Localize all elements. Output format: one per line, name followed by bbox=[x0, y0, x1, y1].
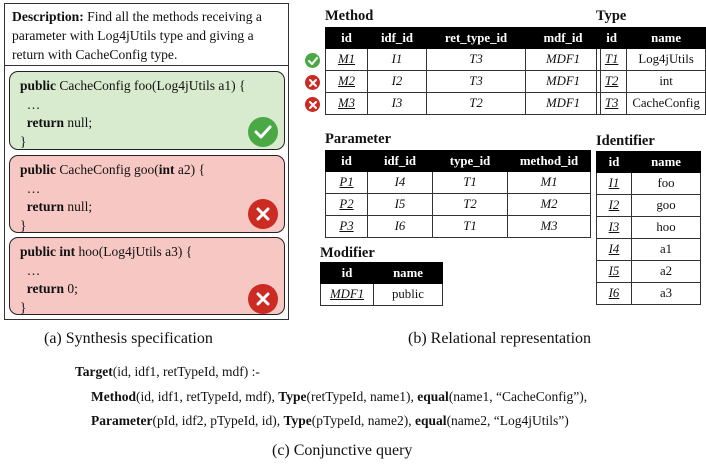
predicate-name: equal bbox=[417, 389, 449, 404]
cell: I6 bbox=[597, 283, 632, 305]
keyword: return bbox=[26, 281, 64, 296]
cell: M1 bbox=[508, 172, 591, 194]
predicate-name: Parameter bbox=[91, 413, 153, 428]
return-value: 0; bbox=[64, 281, 78, 296]
table-row bbox=[321, 284, 443, 306]
cell: public bbox=[374, 284, 443, 306]
check-icon bbox=[305, 53, 320, 68]
cell: I5 bbox=[597, 261, 632, 283]
table-row bbox=[326, 49, 601, 71]
predicate-name: Method bbox=[91, 389, 136, 404]
parameter-table bbox=[325, 150, 591, 238]
table-row bbox=[326, 93, 601, 115]
cell: M2 bbox=[326, 71, 368, 93]
cell: P3 bbox=[326, 216, 368, 238]
table-row bbox=[597, 71, 706, 93]
cell: MDF1 bbox=[321, 284, 374, 306]
code-snippet-foo bbox=[9, 71, 285, 150]
description-text: Find all the methods receiving a parameter with Log4jUtils type and giving a return with CacheConfig type. bbox=[12, 9, 262, 62]
cross-icon bbox=[305, 75, 320, 90]
predicate-args: (name1, “CacheConfig”), bbox=[448, 389, 588, 404]
column-header: id bbox=[321, 263, 374, 284]
cell: T2 bbox=[433, 194, 508, 216]
cell: T3 bbox=[597, 93, 627, 115]
modifier-table-title: Modifier bbox=[320, 245, 375, 261]
cell: T1 bbox=[597, 49, 627, 71]
description-label: Description: bbox=[12, 9, 84, 24]
keyword: return bbox=[26, 199, 64, 214]
method-table-title: Method bbox=[325, 8, 374, 24]
cell: T1 bbox=[433, 216, 508, 238]
cross-icon bbox=[248, 284, 278, 314]
column-header: name bbox=[627, 28, 706, 49]
cell: I4 bbox=[368, 172, 433, 194]
column-header: id bbox=[597, 152, 632, 173]
code-snippet-hoo bbox=[9, 237, 285, 315]
cell: M1 bbox=[326, 49, 368, 71]
predicate-args: (pTypeId, name2), bbox=[311, 413, 416, 428]
predicate-args: (name2, “Log4jUtils”) bbox=[446, 413, 569, 428]
table-row bbox=[597, 93, 706, 115]
identifier-table bbox=[596, 151, 701, 305]
column-header: id bbox=[326, 151, 368, 172]
cell: M3 bbox=[326, 93, 368, 115]
cell: P2 bbox=[326, 194, 368, 216]
cell: goo bbox=[632, 195, 701, 217]
cell: T2 bbox=[427, 93, 526, 115]
predicate-name: Type bbox=[283, 413, 312, 428]
cell: I3 bbox=[597, 217, 632, 239]
closing-brace: } bbox=[20, 299, 27, 315]
predicate-name: equal bbox=[415, 413, 447, 428]
cell: T2 bbox=[597, 71, 627, 93]
keyword: public bbox=[20, 162, 57, 177]
check-icon bbox=[248, 117, 278, 147]
predicate-args: (retTypeId, name1), bbox=[306, 389, 418, 404]
cell: M2 bbox=[508, 194, 591, 216]
caption-c: (c) Conjunctive query bbox=[272, 442, 413, 459]
cell: MDF1 bbox=[526, 71, 601, 93]
cell: MDF1 bbox=[526, 93, 601, 115]
cell: I3 bbox=[368, 93, 427, 115]
column-header: name bbox=[632, 152, 701, 173]
column-header: mdf_id bbox=[526, 28, 601, 49]
cell: T3 bbox=[427, 71, 526, 93]
cell: hoo bbox=[632, 217, 701, 239]
table-row bbox=[597, 283, 701, 305]
ellipsis: … bbox=[26, 180, 41, 196]
column-header: id bbox=[326, 28, 368, 49]
cell: Log4jUtils bbox=[627, 49, 706, 71]
keyword: return bbox=[26, 115, 64, 130]
caption-b: (b) Relational representation bbox=[408, 330, 592, 347]
column-header: idf_id bbox=[368, 151, 433, 172]
method-signature: hoo(Log4jUtils a3) { bbox=[75, 244, 193, 259]
method-signature-rest: a2) { bbox=[174, 162, 205, 177]
cell: T3 bbox=[427, 49, 526, 71]
identifier-table-title: Identifier bbox=[596, 133, 655, 149]
cell: I2 bbox=[597, 195, 632, 217]
predicate-name: Type bbox=[278, 389, 307, 404]
table-row bbox=[326, 172, 591, 194]
cell: P1 bbox=[326, 172, 368, 194]
keyword: int bbox=[158, 162, 175, 177]
table-row bbox=[326, 216, 591, 238]
table-row bbox=[597, 49, 706, 71]
ellipsis: … bbox=[26, 96, 41, 112]
cell: foo bbox=[632, 173, 701, 195]
column-header: ret_type_id bbox=[427, 28, 526, 49]
cell: I2 bbox=[368, 71, 427, 93]
query-line-1 bbox=[91, 389, 587, 405]
table-row bbox=[597, 217, 701, 239]
closing-brace: } bbox=[20, 217, 27, 233]
type-table bbox=[596, 27, 706, 115]
modifier-table bbox=[320, 262, 443, 306]
cross-icon bbox=[248, 199, 278, 229]
predicate-name: Target bbox=[75, 364, 113, 379]
cell: I1 bbox=[368, 49, 427, 71]
method-signature: CacheConfig goo( bbox=[56, 162, 159, 177]
predicate-args: (id, idf1, retTypeId, mdf), bbox=[136, 389, 279, 404]
return-value: null; bbox=[64, 115, 93, 130]
method-signature: CacheConfig foo(Log4jUtils a1) { bbox=[56, 78, 246, 93]
column-header: method_id bbox=[508, 151, 591, 172]
spec-divider bbox=[4, 65, 289, 66]
spec-description bbox=[12, 7, 284, 64]
ellipsis: … bbox=[26, 262, 41, 278]
query-head bbox=[75, 364, 260, 380]
table-row bbox=[326, 194, 591, 216]
method-table bbox=[325, 27, 601, 115]
cell: I6 bbox=[368, 216, 433, 238]
cell: CacheConfig bbox=[627, 93, 706, 115]
code-snippet-goo bbox=[9, 155, 285, 233]
predicate-args: (id, idf1, retTypeId, mdf) :- bbox=[112, 364, 260, 379]
cell: I5 bbox=[368, 194, 433, 216]
caption-a: (a) Synthesis specification bbox=[44, 330, 213, 347]
keyword: public int bbox=[20, 244, 76, 259]
cell: MDF1 bbox=[526, 49, 601, 71]
table-row bbox=[597, 239, 701, 261]
cross-icon bbox=[305, 97, 320, 112]
column-header: type_id bbox=[433, 151, 508, 172]
query-line-2 bbox=[91, 413, 569, 429]
cell: M3 bbox=[508, 216, 591, 238]
column-header: id bbox=[597, 28, 627, 49]
table-row bbox=[326, 71, 601, 93]
column-header: name bbox=[374, 263, 443, 284]
parameter-table-title: Parameter bbox=[325, 131, 392, 147]
cell: a2 bbox=[632, 261, 701, 283]
cell: I1 bbox=[597, 173, 632, 195]
cell: I4 bbox=[597, 239, 632, 261]
table-row bbox=[597, 195, 701, 217]
closing-brace: } bbox=[20, 133, 27, 149]
keyword: public bbox=[20, 78, 57, 93]
cell: a1 bbox=[632, 239, 701, 261]
column-header: idf_id bbox=[368, 28, 427, 49]
table-row bbox=[597, 261, 701, 283]
return-value: null; bbox=[64, 199, 93, 214]
type-table-title: Type bbox=[596, 8, 627, 24]
table-row bbox=[597, 173, 701, 195]
cell: T1 bbox=[433, 172, 508, 194]
cell: a3 bbox=[632, 283, 701, 305]
predicate-args: (pId, idf2, pTypeId, id), bbox=[152, 413, 284, 428]
cell: int bbox=[627, 71, 706, 93]
